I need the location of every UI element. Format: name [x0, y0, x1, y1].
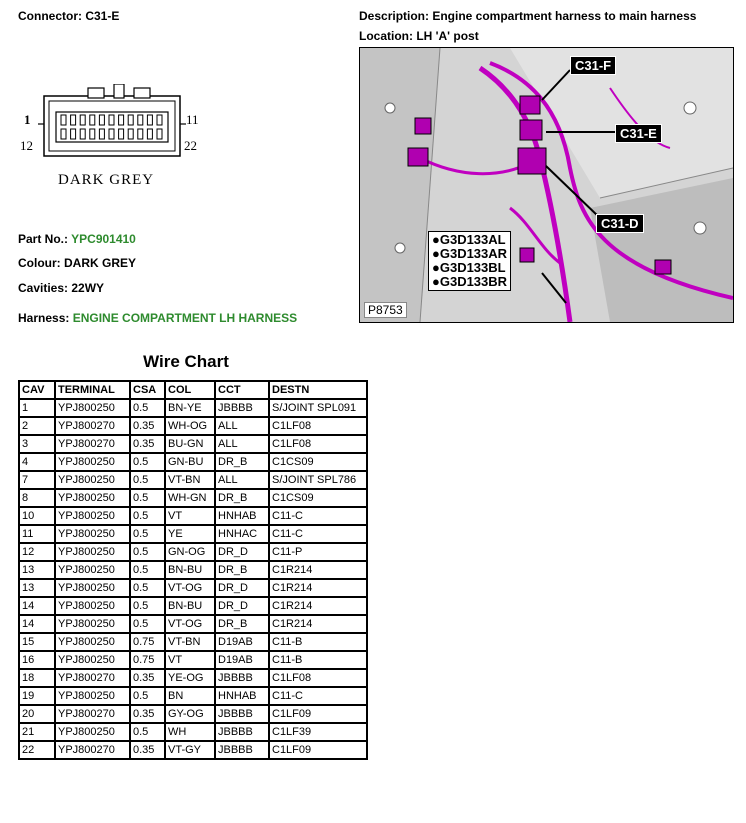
- table-cell-col: WH-OG: [165, 417, 215, 435]
- table-cell-cav: 10: [19, 507, 55, 525]
- table-cell-terminal: YPJ800250: [55, 561, 130, 579]
- table-cell-cav: 1: [19, 399, 55, 417]
- table-cell-csa: 0.5: [130, 597, 165, 615]
- connector-pin: [147, 129, 152, 139]
- table-cell-destn: S/JOINT SPL091: [269, 399, 367, 417]
- table-cell-terminal: YPJ800250: [55, 723, 130, 741]
- table-cell-csa: 0.5: [130, 543, 165, 561]
- table-cell-col: WH-GN: [165, 489, 215, 507]
- connector-pin: [147, 115, 152, 125]
- table-cell-col: BN-YE: [165, 399, 215, 417]
- pin-label-22: 22: [184, 138, 197, 153]
- ground-labels: [428, 231, 511, 291]
- connector-latch-left: [88, 88, 104, 98]
- table-row: [19, 561, 367, 579]
- table-cell-destn: C1CS09: [269, 489, 367, 507]
- table-cell-terminal: YPJ800270: [55, 741, 130, 759]
- table-cell-terminal: YPJ800250: [55, 489, 130, 507]
- table-cell-cct: JBBBB: [215, 723, 269, 741]
- part-number-value: YPC901410: [71, 232, 136, 246]
- table-cell-csa: 0.35: [130, 435, 165, 453]
- table-cell-destn: C1R214: [269, 579, 367, 597]
- ground-label-br: ●G3D133BR: [432, 274, 508, 289]
- table-row: [19, 525, 367, 543]
- table-cell-cct: DR_D: [215, 579, 269, 597]
- table-cell-destn: C11-C: [269, 525, 367, 543]
- table-cell-col: VT-OG: [165, 579, 215, 597]
- wire-chart-title: Wire Chart: [143, 352, 229, 371]
- table-cell-cav: 12: [19, 543, 55, 561]
- table-cell-col: GY-OG: [165, 705, 215, 723]
- table-cell-cct: D19AB: [215, 651, 269, 669]
- table-cell-csa: 0.75: [130, 651, 165, 669]
- part-number-label: Part No.:: [18, 232, 69, 246]
- pin-label-11: 11: [186, 112, 199, 127]
- table-cell-csa: 0.5: [130, 453, 165, 471]
- table-cell-cav: 20: [19, 705, 55, 723]
- table-cell-cav: 13: [19, 579, 55, 597]
- column-header-csa: CSA: [130, 381, 165, 399]
- connector-pin: [128, 129, 133, 139]
- table-cell-destn: C11-C: [269, 507, 367, 525]
- connector-pin: [61, 115, 66, 125]
- connector-pin: [157, 115, 162, 125]
- table-cell-csa: 0.35: [130, 417, 165, 435]
- harness-label: Harness:: [18, 311, 70, 325]
- table-cell-csa: 0.5: [130, 561, 165, 579]
- table-cell-col: VT: [165, 651, 215, 669]
- table-cell-cct: DR_D: [215, 597, 269, 615]
- table-cell-destn: C1CS09: [269, 453, 367, 471]
- table-cell-destn: C1R214: [269, 597, 367, 615]
- table-cell-col: YE-OG: [165, 669, 215, 687]
- table-cell-cct: ALL: [215, 435, 269, 453]
- table-cell-destn: C1R214: [269, 615, 367, 633]
- ground-label-bl: ●G3D133BL: [432, 260, 506, 275]
- table-cell-csa: 0.75: [130, 633, 165, 651]
- table-cell-terminal: YPJ800250: [55, 579, 130, 597]
- table-cell-terminal: YPJ800250: [55, 615, 130, 633]
- connector-label: Connector: C31-E: [18, 9, 120, 23]
- table-cell-terminal: YPJ800250: [55, 543, 130, 561]
- table-cell-cct: DR_D: [215, 543, 269, 561]
- table-cell-cav: 7: [19, 471, 55, 489]
- table-cell-csa: 0.5: [130, 525, 165, 543]
- description-text: Description: Engine compartment harness to main harness: [359, 9, 697, 23]
- ground-label-al: ●G3D133AL: [432, 232, 506, 247]
- table-cell-col: BN: [165, 687, 215, 705]
- connector-pin: [61, 129, 66, 139]
- connector-colour-text: DARK GREY: [58, 172, 155, 188]
- table-cell-col: YE: [165, 525, 215, 543]
- table-cell-cav: 11: [19, 525, 55, 543]
- colour-line: Colour: DARK GREY: [18, 256, 136, 270]
- table-cell-col: VT: [165, 507, 215, 525]
- table-cell-csa: 0.5: [130, 471, 165, 489]
- table-cell-terminal: YPJ800270: [55, 417, 130, 435]
- connector-diagram: [18, 84, 218, 194]
- table-cell-col: VT-GY: [165, 741, 215, 759]
- wire-chart-table: [18, 380, 368, 760]
- harness-value: ENGINE COMPARTMENT LH HARNESS: [72, 311, 298, 325]
- table-cell-col: GN-OG: [165, 543, 215, 561]
- table-cell-destn: C11-P: [269, 543, 367, 561]
- table-row: [19, 723, 367, 741]
- table-cell-cct: D19AB: [215, 633, 269, 651]
- table-cell-terminal: YPJ800250: [55, 399, 130, 417]
- pin-label-12: 12: [20, 138, 33, 153]
- table-row: [19, 417, 367, 435]
- wire-chart-header-row: [19, 381, 367, 399]
- table-cell-cav: 16: [19, 651, 55, 669]
- table-cell-destn: C11-C: [269, 687, 367, 705]
- connector-pin: [99, 115, 104, 125]
- connector-pin: [71, 129, 76, 139]
- connector-pin: [119, 115, 124, 125]
- column-header-destn: DESTN: [269, 381, 367, 399]
- wire-chart-body: [19, 399, 367, 759]
- connector-pin: [99, 129, 104, 139]
- table-cell-terminal: YPJ800270: [55, 435, 130, 453]
- table-cell-csa: 0.5: [130, 507, 165, 525]
- table-cell-cav: 14: [19, 615, 55, 633]
- table-cell-destn: C1R214: [269, 561, 367, 579]
- connector-pin: [138, 129, 143, 139]
- table-cell-cct: DR_B: [215, 453, 269, 471]
- callout-c31-f: C31-F: [570, 56, 616, 75]
- table-cell-cav: 13: [19, 561, 55, 579]
- table-cell-cct: JBBBB: [215, 705, 269, 723]
- table-cell-terminal: YPJ800270: [55, 705, 130, 723]
- table-row: [19, 471, 367, 489]
- photo-illustration: [360, 48, 733, 322]
- table-row: [19, 669, 367, 687]
- table-cell-cct: ALL: [215, 471, 269, 489]
- table-cell-cct: HNHAB: [215, 687, 269, 705]
- table-cell-terminal: YPJ800250: [55, 651, 130, 669]
- table-cell-cct: DR_B: [215, 561, 269, 579]
- table-row: [19, 453, 367, 471]
- connector-pin: [71, 115, 76, 125]
- table-cell-cct: ALL: [215, 417, 269, 435]
- table-cell-col: BN-BU: [165, 597, 215, 615]
- figure-id: P8753: [364, 302, 407, 318]
- table-cell-destn: C11-B: [269, 633, 367, 651]
- connector-pin: [128, 115, 133, 125]
- table-row: [19, 507, 367, 525]
- ground-label-ar: ●G3D133AR: [432, 246, 508, 261]
- part-number-line: [18, 232, 136, 246]
- harness-line: [18, 311, 297, 325]
- table-cell-cav: 8: [19, 489, 55, 507]
- connector-pin: [90, 115, 95, 125]
- table-cell-destn: C1LF39: [269, 723, 367, 741]
- column-header-terminal: TERMINAL: [55, 381, 130, 399]
- table-cell-csa: 0.35: [130, 741, 165, 759]
- table-cell-csa: 0.5: [130, 579, 165, 597]
- table-row: [19, 399, 367, 417]
- table-cell-terminal: YPJ800250: [55, 453, 130, 471]
- table-row: [19, 633, 367, 651]
- table-cell-terminal: YPJ800250: [55, 471, 130, 489]
- table-cell-cav: 18: [19, 669, 55, 687]
- connector-pin: [109, 115, 114, 125]
- table-cell-cct: HNHAB: [215, 507, 269, 525]
- table-row: [19, 705, 367, 723]
- pin-label-1: 1: [24, 112, 31, 127]
- table-cell-csa: 0.35: [130, 669, 165, 687]
- table-cell-terminal: YPJ800250: [55, 507, 130, 525]
- table-cell-cav: 15: [19, 633, 55, 651]
- connector-pin: [157, 129, 162, 139]
- table-cell-cct: DR_B: [215, 489, 269, 507]
- table-cell-col: GN-BU: [165, 453, 215, 471]
- table-cell-destn: C1LF08: [269, 435, 367, 453]
- cavities-line: Cavities: 22WY: [18, 281, 105, 295]
- table-cell-cav: 19: [19, 687, 55, 705]
- table-cell-terminal: YPJ800270: [55, 669, 130, 687]
- table-cell-terminal: YPJ800250: [55, 525, 130, 543]
- table-cell-terminal: YPJ800250: [55, 633, 130, 651]
- table-row: [19, 435, 367, 453]
- column-header-cct: CCT: [215, 381, 269, 399]
- connector-pin: [138, 115, 143, 125]
- connector-latch-center: [114, 84, 124, 98]
- table-cell-cct: HNHAC: [215, 525, 269, 543]
- table-row: [19, 543, 367, 561]
- table-cell-cav: 22: [19, 741, 55, 759]
- callout-c31-e: C31-E: [615, 124, 662, 143]
- table-cell-csa: 0.35: [130, 705, 165, 723]
- table-cell-csa: 0.5: [130, 723, 165, 741]
- connector-pin: [90, 129, 95, 139]
- table-cell-cct: JBBBB: [215, 399, 269, 417]
- table-row: [19, 687, 367, 705]
- table-row: [19, 489, 367, 507]
- table-cell-destn: C1LF09: [269, 705, 367, 723]
- table-cell-csa: 0.5: [130, 687, 165, 705]
- connector-pin: [109, 129, 114, 139]
- table-row: [19, 579, 367, 597]
- table-cell-col: BN-BU: [165, 561, 215, 579]
- table-cell-cav: 3: [19, 435, 55, 453]
- table-cell-cav: 21: [19, 723, 55, 741]
- connector-pin: [80, 129, 85, 139]
- table-cell-cav: 4: [19, 453, 55, 471]
- table-cell-destn: C1LF08: [269, 417, 367, 435]
- table-cell-terminal: YPJ800250: [55, 597, 130, 615]
- connector-latch-right: [134, 88, 150, 98]
- column-header-cav: CAV: [19, 381, 55, 399]
- table-cell-cav: 2: [19, 417, 55, 435]
- table-row: [19, 651, 367, 669]
- table-cell-csa: 0.5: [130, 399, 165, 417]
- callout-c31-d: C31-D: [596, 214, 644, 233]
- table-row: [19, 741, 367, 759]
- table-cell-cct: JBBBB: [215, 741, 269, 759]
- table-cell-col: VT-BN: [165, 633, 215, 651]
- column-header-col: COL: [165, 381, 215, 399]
- table-row: [19, 597, 367, 615]
- table-cell-terminal: YPJ800250: [55, 687, 130, 705]
- table-cell-col: BU-GN: [165, 435, 215, 453]
- table-cell-col: WH: [165, 723, 215, 741]
- table-cell-csa: 0.5: [130, 615, 165, 633]
- table-cell-destn: S/JOINT SPL786: [269, 471, 367, 489]
- table-cell-cav: 14: [19, 597, 55, 615]
- table-cell-destn: C1LF08: [269, 669, 367, 687]
- table-cell-cct: DR_B: [215, 615, 269, 633]
- location-text: Location: LH 'A' post: [359, 29, 479, 43]
- table-cell-cct: JBBBB: [215, 669, 269, 687]
- location-photo: [359, 47, 734, 323]
- table-cell-destn: C11-B: [269, 651, 367, 669]
- connector-pin: [80, 115, 85, 125]
- table-cell-destn: C1LF09: [269, 741, 367, 759]
- table-cell-csa: 0.5: [130, 489, 165, 507]
- table-cell-col: VT-OG: [165, 615, 215, 633]
- table-cell-col: VT-BN: [165, 471, 215, 489]
- connector-pin: [119, 129, 124, 139]
- table-row: [19, 615, 367, 633]
